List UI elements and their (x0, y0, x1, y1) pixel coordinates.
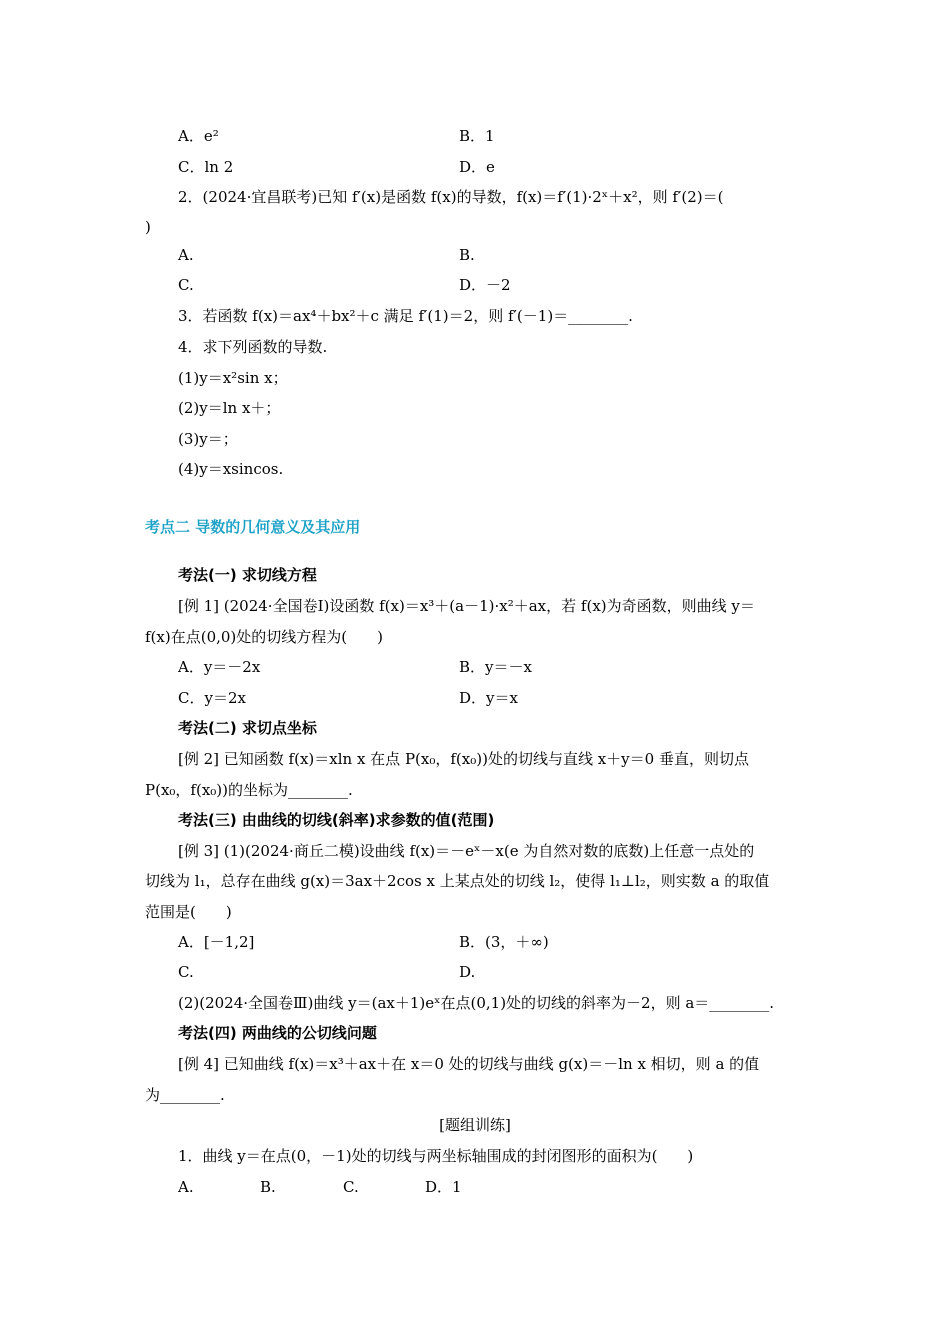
section-heading: 考点二 导数的几何意义及其应用 (145, 518, 361, 536)
p4-item-3: (3)y＝； (178, 430, 238, 448)
method2-title: 考法(二) 求切点坐标 (178, 719, 317, 737)
drill1-option-c: C. (343, 1178, 359, 1196)
ex3-option-d: D. (459, 963, 476, 981)
example3-line2: 切线为 l₁，总存在曲线 g(x)＝3ax＋2cos x 上某点处的切线 l₂，使得 l₁⊥l₂，则实数 a 的取值 (145, 872, 770, 890)
example3-line3: 范围是( ) (145, 903, 232, 921)
example2-line1: [例 2] 已知函数 f(x)＝xln x 在点 P(x₀，f(x₀))处的切线与直线 x＋y＝0 垂直，则切点 (178, 750, 749, 768)
ex3-option-a: A．[－1,2] (178, 933, 255, 951)
p2-option-a: A. (178, 246, 194, 264)
p4-item-4: (4)y＝xsincos. (178, 460, 284, 478)
p4-title: 4．求下列函数的导数. (178, 338, 328, 356)
example1-line1: [例 1] (2024·全国卷Ⅰ)设函数 f(x)＝x³＋(a－1)·x²＋ax，若 f(x)为奇函数，则曲线 y＝ (178, 597, 755, 615)
p2-option-b: B. (459, 246, 475, 264)
p2-option-d: D．－2 (459, 276, 511, 294)
ex1-option-a: A．y＝－2x (178, 658, 261, 676)
p4-item-1: (1)y＝x²sin x； (178, 369, 288, 387)
example4-line1: [例 4] 已知曲线 f(x)＝x³＋ax＋在 x＝0 处的切线与曲线 g(x)＝－ln x 相切，则 a 的值 (178, 1055, 760, 1073)
example1-line2: f(x)在点(0,0)处的切线方程为( ) (145, 628, 383, 646)
ex3-option-c: C. (178, 963, 194, 981)
drill1-option-b: B. (260, 1178, 276, 1196)
ex1-option-b: B．y＝－x (459, 658, 532, 676)
example2-line2: P(x₀，f(x₀))的坐标为________. (145, 781, 353, 799)
p1-option-c: C．ln 2 (178, 158, 234, 176)
ex3-option-b: B．(3，＋∞) (459, 933, 549, 951)
drill1-option-d: D．1 (425, 1178, 462, 1196)
method4-title: 考法(四) 两曲线的公切线问题 (178, 1024, 377, 1042)
drill-question-1: 1．曲线 y＝在点(0，－1)处的切线与两坐标轴围成的封闭图形的面积为( ) (178, 1147, 694, 1165)
example3-line1: [例 3] (1)(2024·商丘二模)设曲线 f(x)＝－eˣ－x(e 为自然对数的底数)上任意一点处的 (178, 842, 755, 860)
p1-option-d: D．e (459, 158, 495, 176)
ex1-option-c: C．y＝2x (178, 689, 246, 707)
ex1-option-d: D．y＝x (459, 689, 518, 707)
drill1-option-a: A. (178, 1178, 194, 1196)
p2-question-line2: ) (145, 218, 151, 236)
p1-option-a: A．e² (178, 127, 219, 145)
example3-part2: (2)(2024·全国卷Ⅲ)曲线 y＝(ax＋1)eˣ在点(0,1)处的切线的斜率为－2，则 a＝________. (178, 994, 775, 1012)
p2-question-line1: 2．(2024·宜昌联考)已知 f′(x)是函数 f(x)的导数，f(x)＝f′(1)·2ˣ＋x²，则 f′(2)＝( (178, 188, 724, 206)
example4-line2: 为________. (145, 1086, 225, 1104)
method3-title: 考法(三) 由曲线的切线(斜率)求参数的值(范围) (178, 811, 495, 829)
p2-option-c: C. (178, 276, 194, 294)
method1-title: 考法(一) 求切线方程 (178, 566, 317, 584)
drill-title: [题组训练] (439, 1116, 511, 1134)
p3-question: 3．若函数 f(x)＝ax⁴＋bx²＋c 满足 f′(1)＝2，则 f′(－1)＝________. (178, 307, 633, 325)
p1-option-b: B．1 (459, 127, 495, 145)
p4-item-2: (2)y＝ln x＋； (178, 399, 281, 417)
